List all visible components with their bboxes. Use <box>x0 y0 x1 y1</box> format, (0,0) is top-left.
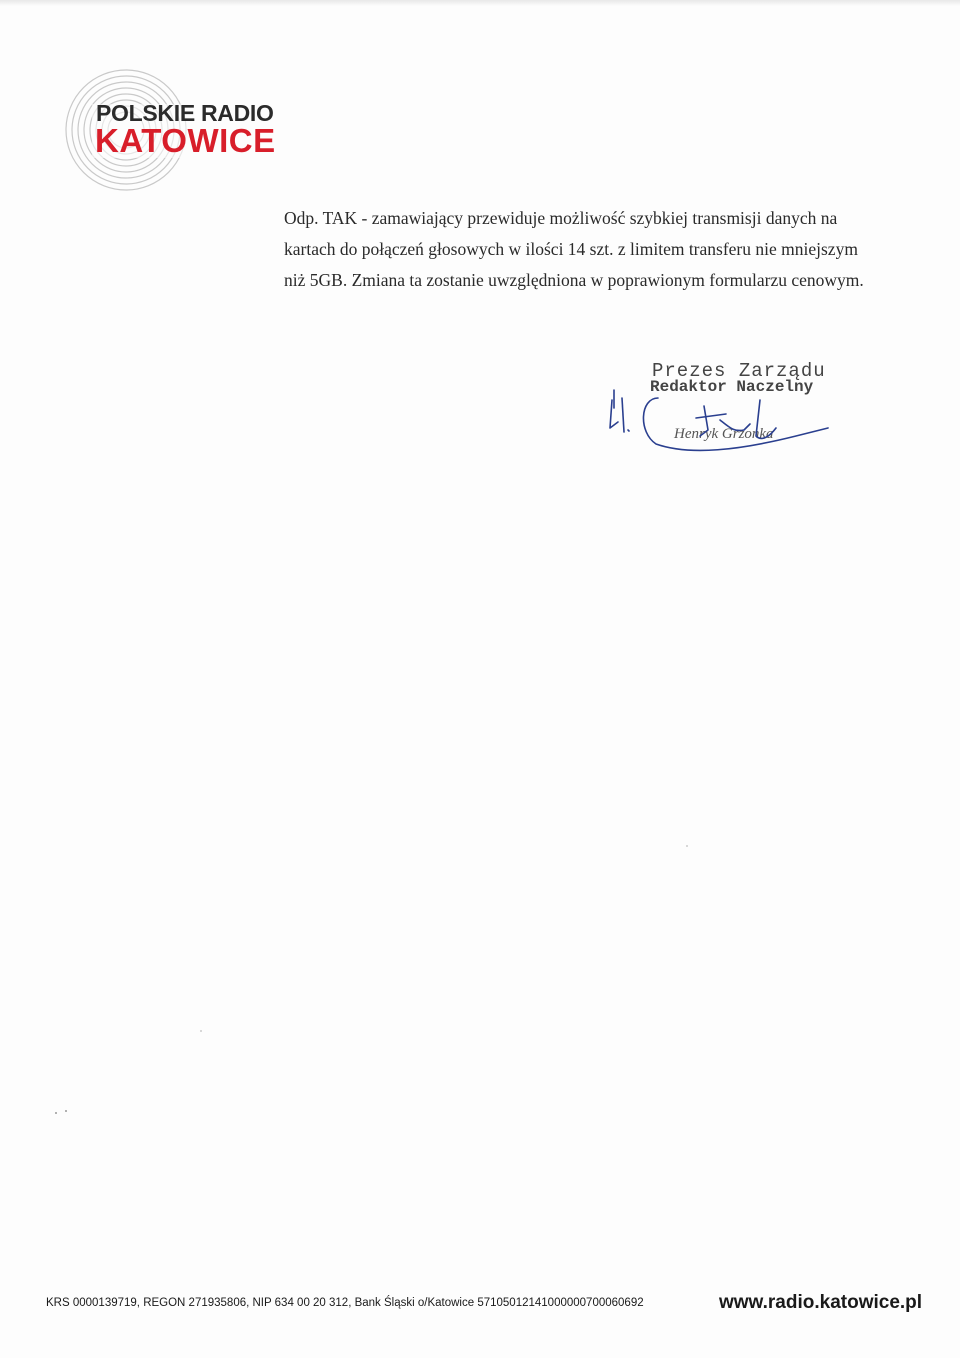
stamp-subtitle: Redaktor Naczelny <box>650 378 814 396</box>
answer-line-2: kartach do połączeń głosowych w ilości 14 szt. z limitem transferu nie mniejszym <box>284 239 858 259</box>
scan-speck <box>686 845 688 847</box>
answer-text <box>284 203 884 296</box>
footer-website: www.radio.katowice.pl <box>719 1292 923 1313</box>
logo-polskie-radio: POLSKIE RADIO <box>96 100 274 126</box>
handwritten-signature <box>600 370 840 470</box>
scan-speck <box>65 1110 67 1112</box>
polskie-radio-katowice-logo <box>62 68 302 193</box>
scan-speck <box>55 1112 57 1114</box>
footer-company-info: KRS 0000139719, REGON 271935806, NIP 634 00 20 312, Bank Śląski o/Katowice 57105012141000000700060692 <box>46 1297 644 1309</box>
answer-line-3: niż 5GB. Zmiana ta zostanie uwzględniona w poprawionym formularzu cenowym. <box>284 270 864 290</box>
stamp-title: Prezes Zarządu <box>652 360 826 382</box>
scan-edge <box>0 0 960 6</box>
scan-speck <box>200 1030 202 1032</box>
stamp-name: Henryk Grzonka <box>674 426 774 442</box>
answer-line-1: Odp. TAK - zamawiający przewiduje możliwość szybkiej transmisji danych na <box>284 208 838 228</box>
logo-katowice: KATOWICE <box>95 122 276 159</box>
